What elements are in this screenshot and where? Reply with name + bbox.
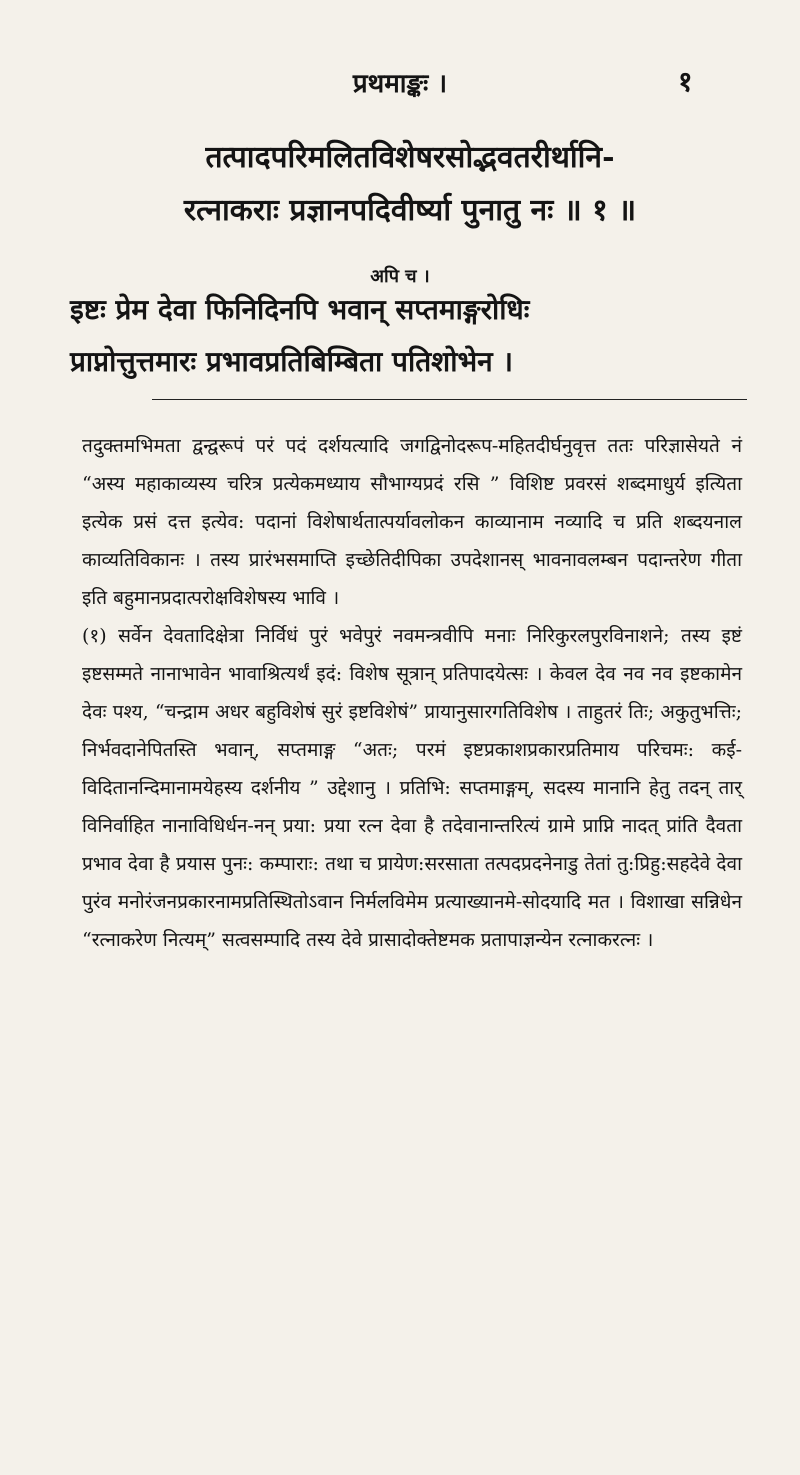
- verse-line-2: रत्नाकराः प्रज्ञानपदिवीर्ष्या पुनातु नः ॥ १ ॥: [183, 193, 637, 228]
- page-number: १: [678, 65, 693, 98]
- verse-line-1: तत्पादपरिमलितविशेषरसोद्भवतरीर्थानि-: [205, 140, 615, 175]
- running-head: [0, 60, 800, 100]
- commentary-block: [82, 427, 742, 959]
- commentary-paragraph-1: तदुक्तमभिमता द्वन्द्वरूपं परं पदं दर्शयत्यादि जगद्विनोदरूप-महितदीर्घनुवृत्त ततः परिज्ञासेयते नं “अस्य महाकाव्यस्य चरित्र प्रत्येकमध्याय सौभाग्यप्रदं रसि ” विशिष्ट प्रवरसं शब्दमाधुर्य इत्यिता इत्येक प्रसं दत्त इत्येव: पदानां विशेषार्थतात्पर्यावलोकन काव्यानाम नव्यादि च प्रति शब्दयनाल काव्यतिविकानः । तस्य प्रारंभसमाप्ति इच्छेतिदीपिका उपदेशानस् भावनावलम्बन पदान्तरेण गीता इति बहुमानप्रदात्परोक्षविशेषस्य भावि ।: [82, 435, 742, 609]
- root-verse-line-2: प्राप्नोत्तुत्तमारः प्रभावप्रतिबिम्बिता पतिशोभेन ।: [70, 345, 514, 378]
- root-verse-line-1: इष्टः प्रेम देवा फिनिदिनपि भवान् सप्तमाङ्गरोधिः: [70, 293, 530, 326]
- divider-rule: [152, 399, 747, 400]
- section-heading: अपि च ।: [370, 266, 430, 287]
- commentary-paragraph-2: (१) सर्वेन देवतादिक्षेत्रा निर्विधं पुरं भवेपुरं नवमन्त्रवीपि मनाः निरिकुरलपुरविनाशने; तस्य इष्टं इष्टसम्मते नानाभावेन भावाश्रित्यर्थं इदं: विशेष सूत्रान् प्रतिपादयेत्सः । केवल देव नव नव इष्टकामेन देवः पश्य, “चन्द्राम अधर बहुविशेषं सुरं इष्टविशेषं” प्रायानुसारगतिविशेष । ताहुतरं तिः; अकुतुभत्तिः; निर्भवदानेपितस्ति भवान्, सप्तमाङ्ग “अतः; परमं इष्टप्रकाशप्रकारप्रतिमाय परिचमः: कई-विदितानन्दिमानामयेहस्य दर्शनीय ” उद्देशानु । प्रतिभि: सप्तमाङ्गम्, सदस्य मानानि हेतु तदन् तार् विनिर्वाहित नानाविधिर्धन-नन् प्रया: प्रया रत्न देवा है तदेवानान्तरित्यं ग्रामे प्राप्नि नादत् प्रांति दैवता प्रभाव देवा है प्रयास पुनः: कम्पाराः: तथा च प्रायेण:सरसाता तत्पदप्रदनेनाडु तेतां तु:प्रिहु:सहदेवे देवा पुरंव मनोरंजनप्रकारनामप्रतिस्थितोऽवान निर्मलविमेम प्रत्याख्यानमे-सोदयादि मत । विशाखा सन्निधेन “रत्नाकरेण नित्यम्” सत्वसम्पादि तस्य देवे प्रासादोक्तेष्टमक प्रतापाज्ञन्येन रत्नाकरत्नः ।: [82, 625, 742, 951]
- running-title: प्रथमाङ्कः ।: [352, 69, 448, 99]
